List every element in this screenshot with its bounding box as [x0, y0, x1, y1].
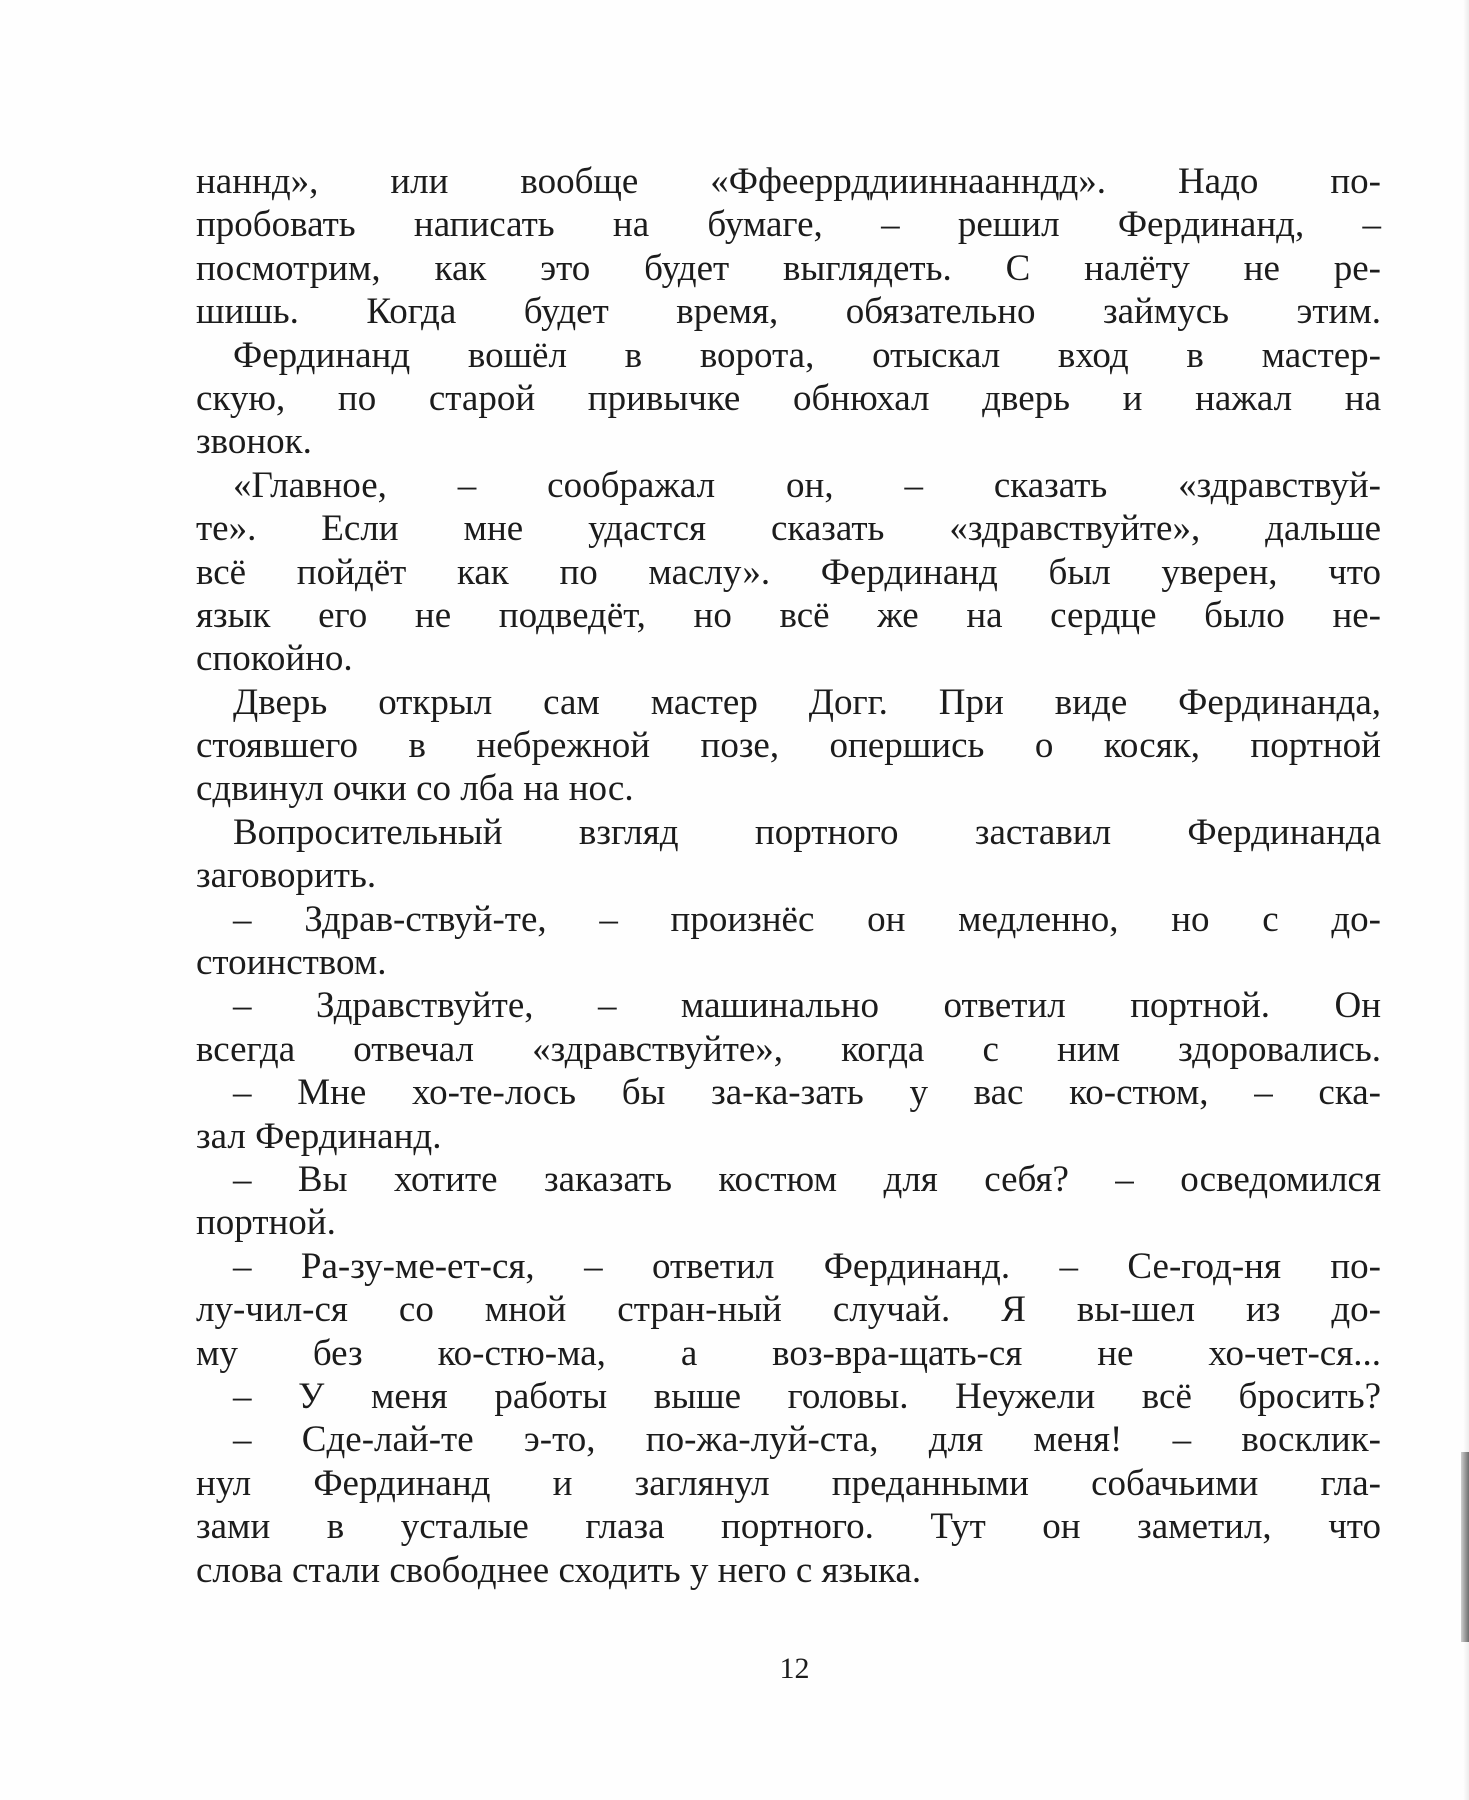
- text-line: слова стали свободнее сходить у него с языка.: [196, 1549, 922, 1591]
- text-line: – У меня работы выше головы. Неужели всё бросить?: [233, 1375, 1381, 1417]
- text-line: лу-чил-ся со мной стран-ный случай. Я вы-шел из до-: [196, 1289, 1381, 1331]
- text-line: зами в усталые глаза портного. Тут он заметил, что: [196, 1506, 1381, 1548]
- text-line: стоявшего в небрежной позе, опершись о косяк, портной: [196, 725, 1381, 767]
- page-number: 12: [779, 1652, 810, 1685]
- text-line: му без ко-стю-ма, а воз-вра-щать-ся не хо-чет-ся...: [196, 1332, 1381, 1374]
- text-line: те». Если мне удастся сказать «здравствуйте», дальше: [196, 508, 1381, 550]
- text-line: нул Фердинанд и заглянул преданными собачьими гла-: [196, 1462, 1381, 1504]
- text-line: Фердинанд вошёл в ворота, отыскал вход в мастер-: [233, 334, 1381, 376]
- text-line: – Мне хо-те-лось бы за-ка-зать у вас ко-стюм, – ска-: [233, 1072, 1381, 1114]
- text-line: шишь. Когда будет время, обязательно займусь этим.: [196, 291, 1381, 333]
- body-text: [196, 160, 1381, 1592]
- text-line: звонок.: [196, 421, 312, 463]
- text-line: сдвинул очки со лба на нос.: [196, 768, 634, 810]
- text-line: – Вы хотите заказать костюм для себя? – осведомился: [233, 1158, 1381, 1200]
- text-line: – Здравствуйте, – машинально ответил портной. Он: [233, 985, 1381, 1027]
- page-edge-mark: [1461, 1452, 1469, 1642]
- text-line: зал Фердинанд.: [196, 1115, 442, 1157]
- text-line: язык его не подведёт, но всё же на сердце было не-: [196, 594, 1381, 636]
- text-line: наннд», или вообще «Ффееррддииннаанндд». Надо по-: [196, 161, 1381, 202]
- text-line: заговорить.: [196, 855, 377, 897]
- text-line: всегда отвечал «здравствуйте», когда с ним здоровались.: [196, 1028, 1381, 1070]
- text-line: пробовать написать на бумаге, – решил Фердинанд, –: [196, 204, 1381, 246]
- text-line: – Здрав-ствуй-те, – произнёс он медленно, но с до-: [233, 898, 1381, 940]
- text-line: Дверь открыл сам мастер Догг. При виде Фердинанда,: [233, 681, 1381, 723]
- text-line: «Главное, – соображал он, – сказать «здравствуй-: [233, 464, 1381, 506]
- text-line: – Сде-лай-те э-то, по-жа-луй-ста, для меня! – восклик-: [233, 1419, 1381, 1461]
- text-line: посмотрим, как это будет выглядеть. С налёту не ре-: [196, 247, 1381, 289]
- text-line: спокойно.: [196, 638, 353, 680]
- text-line: портной.: [196, 1202, 336, 1244]
- text-line: – Ра-зу-ме-ет-ся, – ответил Фердинанд. – Се-год-ня по-: [233, 1245, 1381, 1287]
- text-line: Вопросительный взгляд портного заставил Фердинанда: [233, 811, 1381, 853]
- text-line: всё пойдёт как по маслу». Фердинанд был уверен, что: [196, 551, 1381, 593]
- text-line: стоинством.: [196, 942, 387, 984]
- text-line: скую, по старой привычке обнюхал дверь и нажал на: [196, 377, 1381, 419]
